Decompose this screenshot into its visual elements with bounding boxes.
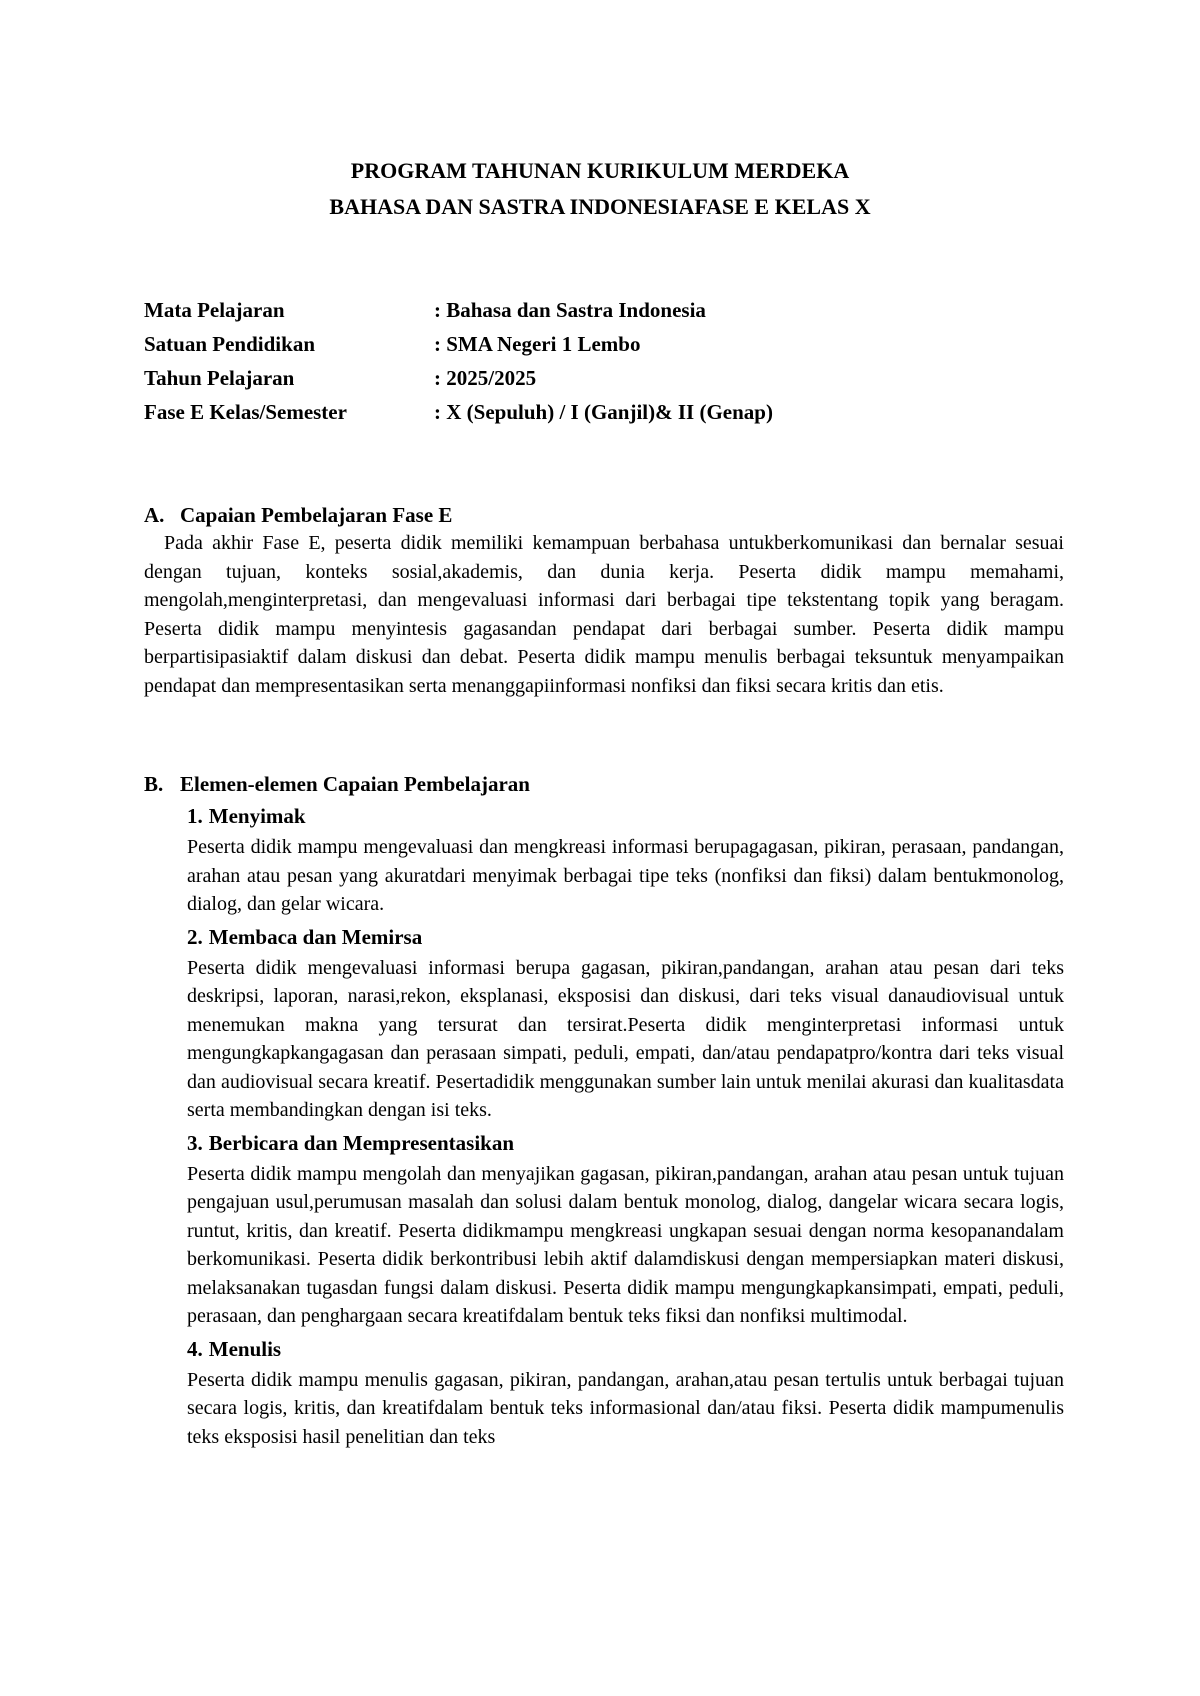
info-value: : 2025/2025 [434, 366, 537, 390]
info-label: Tahun Pelajaran [144, 366, 295, 390]
section-b-heading [144, 770, 1064, 798]
element-number: 2. [187, 924, 203, 949]
identity-table [144, 293, 773, 429]
info-row-school [144, 327, 773, 361]
section-title: Capaian Pembelajaran Fase E [180, 503, 453, 527]
section-letter: B. [144, 772, 164, 796]
info-label: Satuan Pendidikan [144, 332, 315, 356]
document-title [0, 153, 1200, 225]
section-letter: A. [144, 503, 165, 527]
info-row-phase [144, 395, 773, 429]
section-title: Elemen-elemen Capaian Pembelajaran [180, 772, 530, 796]
info-value: : X (Sepuluh) / I (Ganjil)& II (Genap) [434, 400, 773, 424]
element-paragraph: Peserta didik mampu mengevaluasi dan mengkreasi informasi berupagagasan, pikiran, perasaan, pandangan, arahan atau pesan yang akuratdari menyimak berbagai tipe teks (nonfiksi dan fiksi) dalam bentukmonolog, dialog, dan gelar wicara. [187, 836, 1064, 915]
section-a-paragraph: Pada akhir Fase E, peserta didik memiliki kemampuan berbahasa untukberkomunikasi dan bernalar sesuai dengan tujuan, konteks sosial,akademis, dan dunia kerja. Peserta didik mampu memahami, mengolah,menginterpretasi, dan mengevaluasi informasi dari berbagai tipe tekstentang topik yang beragam. Peserta didik mampu menyintesis gagasandan pendapat dari berbagai sumber. Peserta didik mampu berpartisipasiaktif dalam diskusi dan debat. Peserta didik mampu menulis berbagai teksuntuk menyampaikan pendapat dan mempresentasikan serta menanggapiinformasi nonfiksi dan fiksi secara kritis dan etis. [144, 532, 1064, 697]
element-paragraph: Peserta didik mampu menulis gagasan, pikiran, pandangan, arahan,atau pesan tertulis untuk berbagai tujuan secara logis, kritis, dan kreatifdalam bentuk teks informasional dan/atau fiksi. Peserta didik mampumenulis teks eksposisi hasil penelitian dan teks [187, 1368, 1064, 1448]
element-number: 1. [187, 804, 203, 828]
element-number: 3. [187, 1130, 203, 1155]
info-row-subject [144, 293, 773, 327]
section-b [144, 770, 1064, 1451]
section-a [144, 501, 1064, 700]
info-label: Mata Pelajaran [144, 298, 285, 322]
element-heading [187, 1128, 1064, 1158]
info-value: : Bahasa dan Sastra Indonesia [434, 298, 706, 322]
element-writing [187, 1334, 1064, 1452]
element-title: Berbicara dan Mempresentasikan [208, 1130, 515, 1155]
info-value: : SMA Negeri 1 Lembo [434, 332, 641, 356]
element-reading-viewing [187, 922, 1064, 1125]
element-heading [187, 922, 1064, 952]
element-title: Menulis [208, 1336, 282, 1361]
element-heading [187, 1334, 1064, 1364]
info-label: Fase E Kelas/Semester [144, 400, 347, 424]
info-row-year [144, 361, 773, 395]
element-paragraph: Peserta didik mengevaluasi informasi berupa gagasan, pikiran,pandangan, arahan atau pesan dari teks deskripsi, laporan, narasi,rekon, eksplanasi, eksposisi dan diskusi, dari teks visual danaudiovisual untuk menemukan makna yang tersurat dan tersirat.Peserta didik menginterpretasi informasi untuk mengungkapkangagasan dan perasaan simpati, peduli, empati, dan/atau pendapatpro/kontra dari teks visual dan audiovisual secara kreatif. Pesertadidik menggunakan sumber lain untuk menilai akurasi dan kualitasdata serta membandingkan dengan isi teks. [187, 956, 1064, 1121]
element-number: 4. [187, 1336, 203, 1361]
title-line-1: PROGRAM TAHUNAN KURIKULUM MERDEKA [350, 158, 850, 183]
element-speaking-presenting [187, 1128, 1064, 1331]
element-paragraph: Peserta didik mampu mengolah dan menyajikan gagasan, pikiran,pandangan, arahan atau pesan untuk tujuan pengajuan usul,perumusan masalah dan solusi dalam bentuk monolog, dialog, dangelar wicara secara logis, runtut, kritis, dan kreatif. Peserta didikmampu mengkreasi ungkapan sesuai dengan norma kesopanandalam berkomunikasi. Peserta didik berkontribusi lebih aktif dalamdiskusi dengan mempersiapkan materi diskusi, melaksanakan tugasdan fungsi dalam diskusi. Peserta didik mampu mengungkapkansimpati, empati, peduli, perasaan, dan penghargaan secara kreatifdalam bentuk teks fiksi dan nonfiksi multimodal. [187, 1162, 1064, 1327]
element-title: Menyimak [208, 804, 306, 828]
section-a-heading [144, 501, 1064, 529]
element-heading [187, 801, 1064, 831]
element-title: Membaca dan Memirsa [208, 924, 423, 949]
element-listening [187, 801, 1064, 919]
title-line-2: BAHASA DAN SASTRA INDONESIAFASE E KELAS X [329, 194, 871, 219]
